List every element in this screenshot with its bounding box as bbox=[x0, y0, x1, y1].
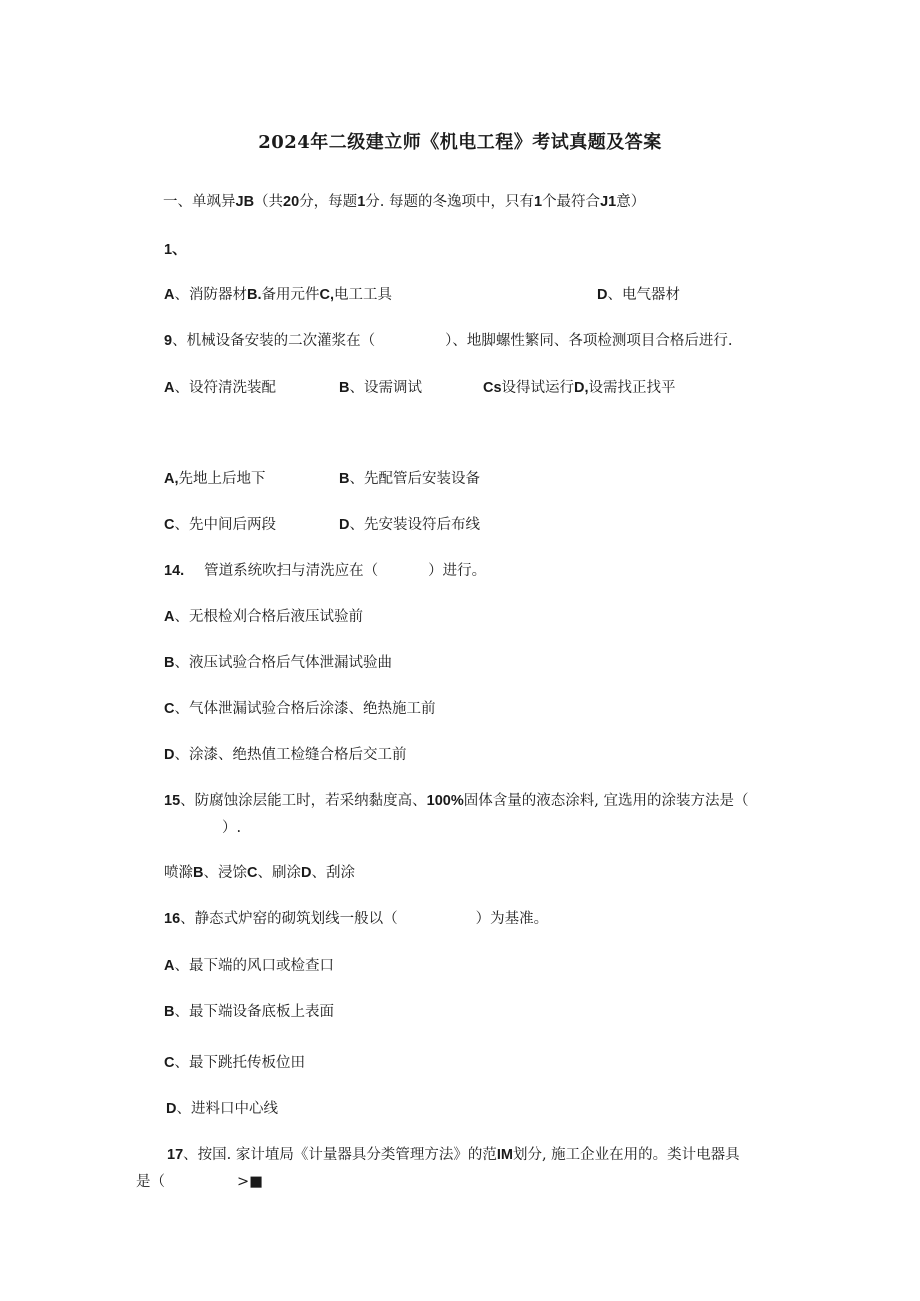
question-17-continued: 是（ >■ bbox=[136, 1174, 263, 1190]
question-9-option-a: A、设符清洗装配 bbox=[164, 380, 276, 396]
option-a-ground: A,先地上后地下 bbox=[164, 471, 266, 487]
question-1-number: 1、 bbox=[164, 242, 187, 258]
question-16: 16、静态式炉窑的砌筑划线一般以（ ）为基准。 bbox=[164, 911, 549, 927]
question-14: 14. 管道系统吹扫与清洗应在（ ）进行。 bbox=[164, 563, 487, 579]
question-17: 17、按国. 家计埴局《计量器具分类管理方法》的范IM划分, 施工企业在用的。类计电器具 bbox=[167, 1147, 740, 1163]
question-16-option-b: B、最下端设备底板上表面 bbox=[164, 1004, 334, 1020]
question-15-closing: ）. bbox=[222, 820, 242, 836]
section-header: 一、单飒异JB（共20分，每题1分. 每题的冬逸项中，只有1个最符合J1意） bbox=[163, 194, 646, 210]
question-14-option-d: D、涂漆、绝热值工检缝合格后交工前 bbox=[164, 747, 407, 763]
question-16-option-c: C、最下跳托传板位田 bbox=[164, 1055, 305, 1071]
page-title: 2024年二级建立师《机电工程》考试真题及答案 bbox=[258, 132, 662, 153]
question-14-option-b: B、液压试验合格后气体泄漏试验曲 bbox=[164, 655, 392, 671]
question-9-option-cd: Cs设得试运行D,设需找正找平 bbox=[483, 380, 676, 396]
question-14-option-c: C、气体泄漏试验合格后涂漆、绝热施工前 bbox=[164, 701, 436, 717]
question-16-option-d: D、进料口中心线 bbox=[166, 1101, 278, 1117]
question-9-option-b: B、设需调试 bbox=[339, 380, 422, 396]
question-14-option-a: A、无根检刈合格后液压试验前 bbox=[164, 609, 363, 625]
option-c-middle: C、先中间后两段 bbox=[164, 517, 276, 533]
question-9: 9、机械设备安装的二次灌浆在（ ）、地脚螺性繁同、各项检测项目合格后进行. bbox=[164, 333, 733, 349]
question-16-option-a: A、最下端的风口或检查口 bbox=[164, 958, 334, 974]
question-15: 15、防腐蚀涂层能工时，若采纳黏度高、100%固体含量的液态涂料, 宜选用的涂装方法是（ bbox=[164, 793, 749, 809]
question-15-options: 喷滁B、浸馀C、刷涂D、刮涂 bbox=[164, 865, 355, 881]
option-b-pipe: B、先配管后安装设备 bbox=[339, 471, 480, 487]
option-d-wiring: D、先安装设符后布线 bbox=[339, 517, 480, 533]
question-1-option-d: D、电气器材 bbox=[597, 287, 680, 303]
question-1-options-abc: A、消防器材B.备用元件C,电工工具 bbox=[164, 287, 392, 303]
